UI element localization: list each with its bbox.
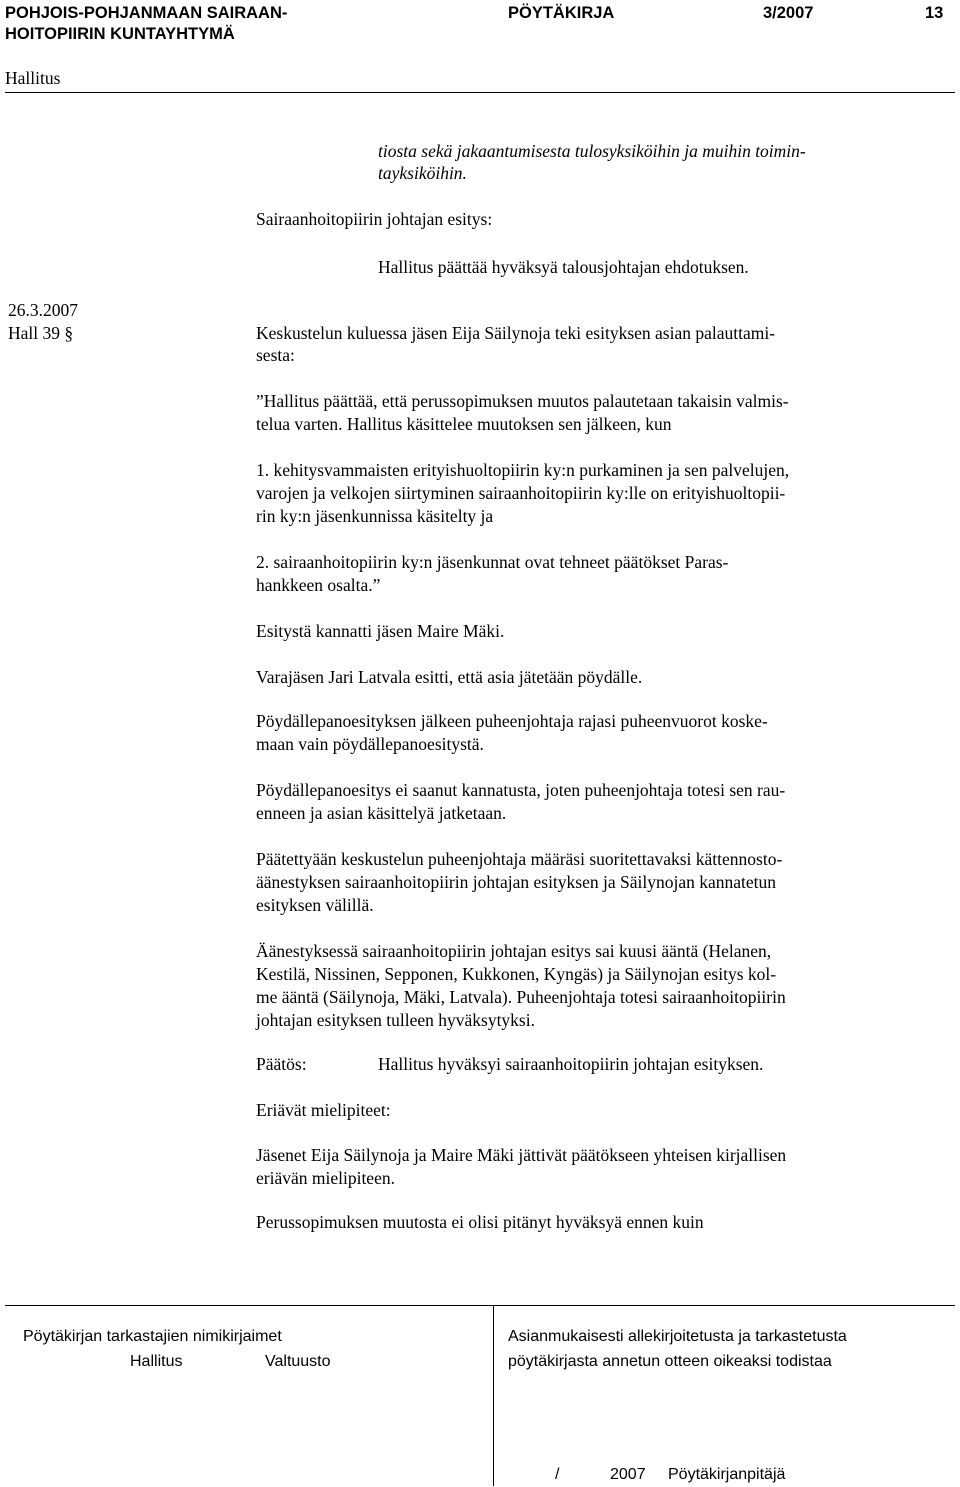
para-8-line-1: Pöydällepanoesitys ei saanut kannatusta, joten puheenjohtaja totesi sen rau- <box>256 780 786 800</box>
meeting-date: 26.3.2007 <box>8 300 78 320</box>
para-2-line-1: ”Hallitus päättää, että perussopimuksen muutos palautetaan takaisin valmis- <box>256 391 789 411</box>
footer-col-hallitus: Hallitus <box>130 1353 183 1370</box>
footer-certification-line-2: pöytäkirjasta annetun otteen oikeaksi todistaa <box>508 1353 832 1370</box>
para-10-line-1: Äänestyksessä sairaanhoitopiirin johtajan esitys sai kuusi ääntä (Helanen, <box>256 941 772 961</box>
proposal-label: Sairaanhoitopiirin johtajan esitys: <box>256 209 493 229</box>
para-7-line-1: Pöydällepanoesityksen jälkeen puheenjohtaja rajasi puheenvuorot koske- <box>256 711 768 731</box>
para-10-line-4: johtajan esityksen tulleen hyväksytyksi. <box>256 1010 535 1030</box>
para-7-line-2: maan vain pöydällepanoesitystä. <box>256 734 484 754</box>
intro-line-2: tayksiköihin. <box>378 163 467 183</box>
footer-year: 2007 <box>610 1466 646 1483</box>
para-3-line-1: 1. kehitysvammaisten erityishuoltopiirin ky:n purkaminen ja sen palvelujen, <box>256 460 790 480</box>
footer-divider <box>493 1305 494 1486</box>
proposal-text: Hallitus päättää hyväksyä talousjohtajan ehdotuksen. <box>378 257 749 277</box>
para-1-line-1: Keskustelun kuluessa jäsen Eija Säilynoja teki esityksen asian palauttami- <box>256 323 776 343</box>
footer-slash: / <box>555 1466 560 1483</box>
section-ref: Hall 39 § <box>8 323 74 343</box>
footer-inspectors-title: Pöytäkirjan tarkastajien nimikirjaimet <box>23 1328 282 1345</box>
para-10-line-2: Kestilä, Nissinen, Sepponen, Kukkonen, Kyngäs) ja Säilynojan esitys kol- <box>256 964 777 984</box>
para-4-line-2: hankkeen osalta.” <box>256 575 381 595</box>
para-11-line-2: eriävän mielipiteen. <box>256 1168 395 1188</box>
para-12: Perussopimuksen muutosta ei olisi pitänyt hyväksyä ennen kuin <box>256 1212 704 1232</box>
footer-col-valtuusto: Valtuusto <box>265 1353 331 1370</box>
para-1-line-2: sesta: <box>256 345 295 365</box>
decision-text: Hallitus hyväksyi sairaanhoitopiirin johtajan esityksen. <box>378 1054 764 1074</box>
decision-label: Päätös: <box>256 1054 307 1074</box>
para-10-line-3: me ääntä (Säilynoja, Mäki, Latvala). Puheenjohtaja totesi sairaanhoitopiirin <box>256 987 786 1007</box>
para-11-line-1: Jäsenet Eija Säilynoja ja Maire Mäki jättivät päätökseen yhteisen kirjallisen <box>256 1145 787 1165</box>
para-3-line-3: rin ky:n jäsenkunnissa käsitelty ja <box>256 506 494 526</box>
para-4-line-1: 2. sairaanhoitopiirin ky:n jäsenkunnat ovat tehneet päätökset Paras- <box>256 552 729 572</box>
para-6: Varajäsen Jari Latvala esitti, että asia jätetään pöydälle. <box>256 667 643 687</box>
doc-type: PÖYTÄKIRJA <box>508 4 615 22</box>
footer-signer: Pöytäkirjanpitäjä <box>668 1466 786 1483</box>
dissent-label: Eriävät mielipiteet: <box>256 1100 391 1120</box>
footer-certification-line-1: Asianmukaisesti allekirjoitetusta ja tarkastetusta <box>508 1328 847 1345</box>
para-3-line-2: varojen ja velkojen siirtyminen sairaanhoitopiirin ky:lle on erityishuoltopii- <box>256 483 786 503</box>
para-9-line-2: äänestyksen sairaanhoitopiirin johtajan esityksen ja Säilynojan kannatetun <box>256 872 777 892</box>
header-rule <box>5 92 955 93</box>
body-name: Hallitus <box>5 68 61 88</box>
para-2-line-2: telua varten. Hallitus käsittelee muutoksen sen jälkeen, kun <box>256 414 672 434</box>
para-9-line-3: esityksen välillä. <box>256 895 374 915</box>
page-number: 13 <box>925 4 944 22</box>
intro-line-1: tiosta sekä jakaantumisesta tulosyksiköihin ja muihin toimin- <box>378 141 806 161</box>
doc-number: 3/2007 <box>763 4 814 22</box>
para-5: Esitystä kannatti jäsen Maire Mäki. <box>256 621 505 641</box>
para-9-line-1: Päätettyään keskustelun puheenjohtaja määräsi suoritettavaksi kättennosto- <box>256 849 783 869</box>
para-8-line-2: enneen ja asian käsittelyä jatketaan. <box>256 803 507 823</box>
org-name-line2: HOITOPIIRIN KUNTAYHTYMÄ <box>5 25 235 43</box>
org-name-line1: POHJOIS-POHJANMAAN SAIRAAN- <box>5 4 288 22</box>
